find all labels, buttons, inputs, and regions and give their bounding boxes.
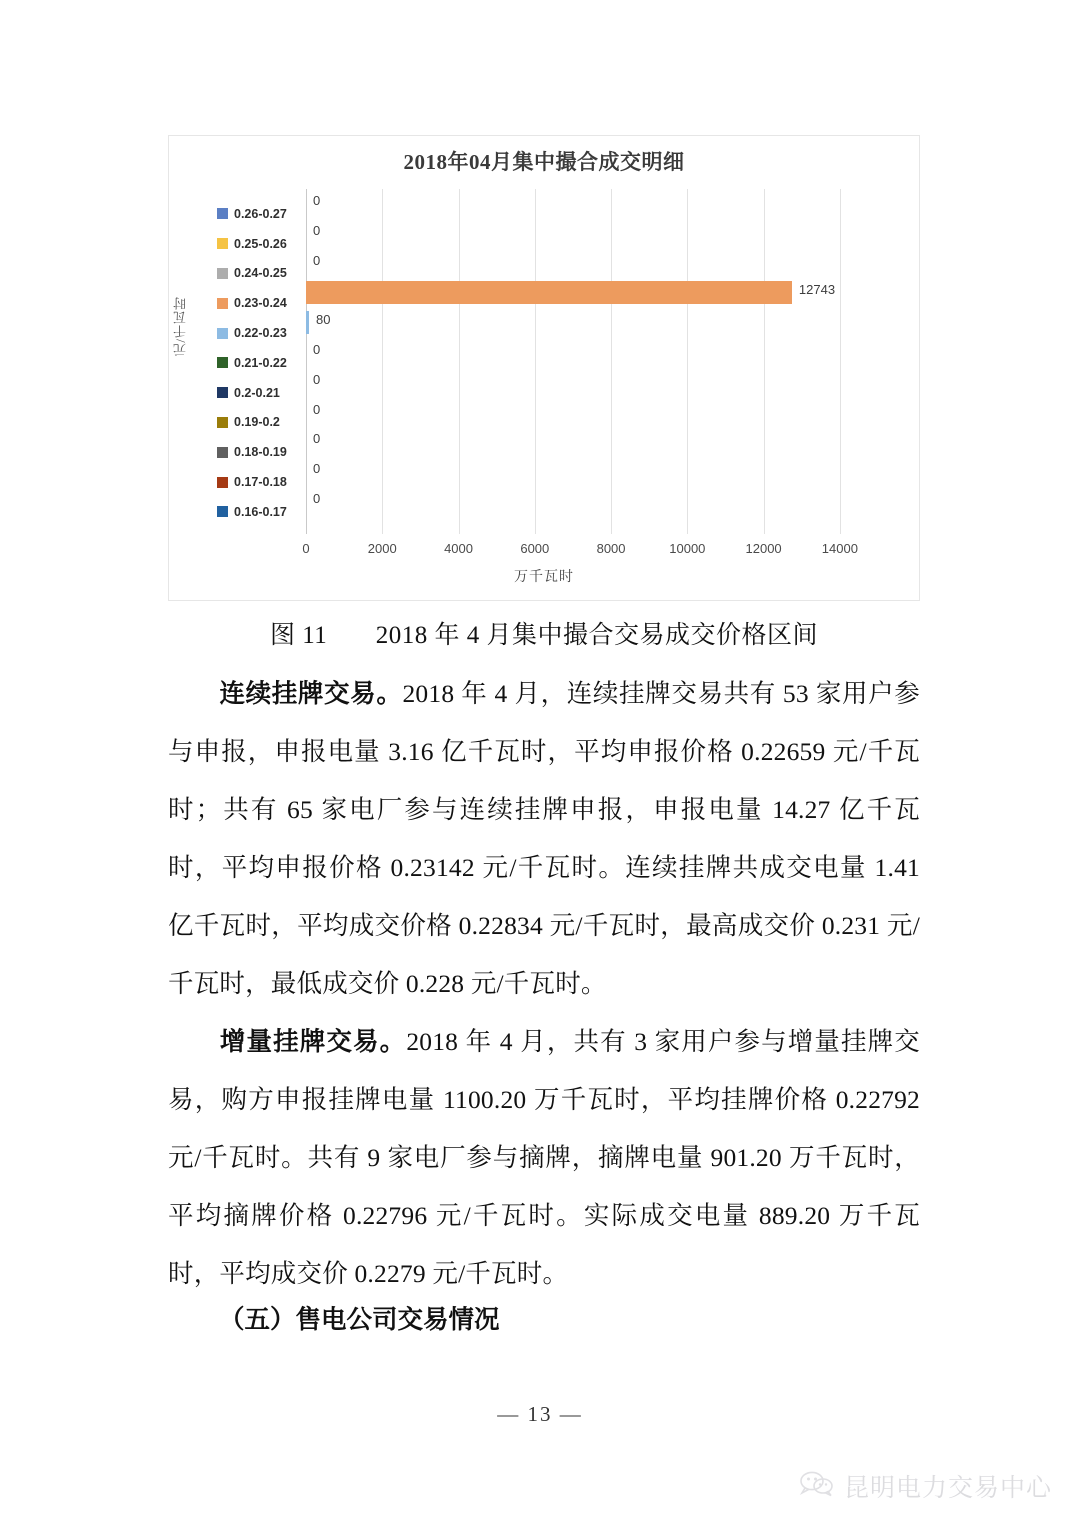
chart-bar-value-label: 0 [313, 341, 321, 357]
chart-plot-area [306, 189, 878, 534]
page-number: — 13 — [497, 1402, 583, 1426]
legend-swatch-icon [217, 208, 228, 219]
chart-x-tick-label: 12000 [745, 541, 782, 556]
watermark [799, 1468, 1052, 1504]
chart-bar-value-label: 0 [313, 252, 321, 268]
chart-bar-value-label: 80 [316, 312, 331, 328]
section-heading-text: （五）售电公司交易情况 [219, 1305, 500, 1334]
legend-swatch-icon [217, 477, 228, 488]
legend-item-label: 0.25-0.26 [234, 236, 287, 251]
chart-x-tick-label: 0 [302, 541, 310, 556]
chart-bar-row [306, 398, 878, 428]
chart-bar-row [306, 487, 878, 517]
legend-item [217, 378, 317, 408]
chart-bar-row [306, 278, 878, 308]
chart-bar-row [306, 427, 878, 457]
legend-item [217, 199, 317, 229]
chart-x-tick-label: 14000 [821, 541, 858, 556]
chart-bar [306, 311, 309, 334]
legend-swatch-icon [217, 506, 228, 517]
paragraph-incremental-listing [168, 1013, 920, 1303]
legend-item [217, 348, 317, 378]
legend-item-label: 0.2-0.21 [234, 385, 280, 400]
chart-bar-row [306, 249, 878, 279]
chart-bar-value-label: 0 [313, 193, 321, 208]
legend-item [217, 467, 317, 497]
legend-item-label: 0.19-0.2 [234, 415, 280, 430]
legend-item [217, 259, 317, 289]
legend-item-label: 0.17-0.18 [234, 475, 287, 490]
wechat-icon [799, 1471, 835, 1502]
paragraph-continuous-listing [168, 665, 920, 1013]
chart-bar-row [306, 368, 878, 398]
section-heading [168, 1300, 920, 1336]
chart-x-axis-label: 万千瓦时 [514, 570, 574, 585]
legend-swatch-icon [217, 298, 228, 309]
chart-bar-value-label: 0 [313, 401, 321, 417]
chart-bars [306, 189, 878, 534]
figure-caption [168, 615, 920, 651]
figure-caption-text: 2018 年 4 月集中撮合交易成交价格区间 [375, 622, 819, 649]
legend-swatch-icon [217, 447, 228, 458]
paragraph-lead-in: 增量挂牌交易。 [219, 1027, 407, 1056]
legend-item-label: 0.23-0.24 [234, 296, 287, 311]
chart-bar-row [306, 308, 878, 338]
legend-item [217, 318, 317, 348]
legend-swatch-icon [217, 357, 228, 368]
legend-item [217, 437, 317, 467]
legend-item [217, 408, 317, 438]
legend-item [217, 288, 317, 318]
chart-bar-value-label: 0 [313, 222, 321, 238]
legend-item-label: 0.18-0.19 [234, 445, 287, 460]
chart-x-tick-label: 10000 [669, 541, 706, 556]
legend-item [217, 229, 317, 259]
chart-title: 2018年04月集中撮合成交明细 [403, 150, 685, 174]
paragraph-body: 2018 年 4 月，共有 3 家用户参与增量挂牌交易，购方申报挂牌电量 1100.20 万千瓦时，平均挂牌价格 0.22792 元/千瓦时。共有 9 家电厂参与摘牌，摘牌电量 901.20 万千瓦时，平均摘牌价格 0.22796 元/千瓦时。实际成交电量 889.20 万千瓦时，平均成交价 0.2279 元/千瓦时。 [168, 1027, 920, 1288]
paragraph-lead-in: 连续挂牌交易。 [219, 679, 403, 708]
chart-figure [168, 135, 920, 601]
figure-caption-label: 图 11 [269, 622, 328, 649]
chart-x-tick-label: 4000 [444, 541, 473, 556]
paragraph-body: 2018 年 4 月，连续挂牌交易共有 53 家用户参与申报，申报电量 3.16 亿千瓦时，平均申报价格 0.22659 元/千瓦时；共有 65 家电厂参与连续挂牌申报，申报电量 14.27 亿千瓦时，平均申报价格 0.23142 元/千瓦时。连续挂牌共成交电量 1.41 亿千瓦时，平均成交价格 0.22834 元/千瓦时，最高成交价 0.231 元/千瓦时，最低成交价 0.228 元/千瓦时。 [168, 679, 920, 998]
chart-x-tick-label: 6000 [520, 541, 550, 556]
legend-swatch-icon [217, 387, 228, 398]
chart-bar-row [306, 219, 878, 249]
chart-x-tick-label: 8000 [596, 541, 626, 556]
legend-swatch-icon [217, 238, 228, 249]
legend-swatch-icon [217, 328, 228, 339]
legend-item-label: 0.22-0.23 [234, 326, 287, 341]
chart-bar-value-label: 0 [313, 431, 321, 447]
legend-item [217, 497, 317, 527]
chart-bar-value-label: 0 [313, 371, 321, 387]
legend-swatch-icon [217, 417, 228, 428]
chart-bar-row [306, 338, 878, 368]
legend-item-label: 0.21-0.22 [234, 355, 287, 370]
watermark-text: 昆明电力交易中心 [843, 1474, 1052, 1502]
legend-item-label: 0.24-0.25 [234, 266, 287, 281]
chart-bar [306, 281, 792, 304]
chart-x-tick-label: 2000 [367, 541, 397, 556]
chart-y-axis-label: 元/千瓦时 [173, 296, 188, 357]
legend-swatch-icon [217, 268, 228, 279]
chart-x-axis-ticks [302, 541, 878, 561]
chart-bar-value-label: 0 [313, 461, 321, 477]
legend-item-label: 0.26-0.27 [234, 206, 287, 221]
legend-item-label: 0.16-0.17 [234, 504, 287, 519]
chart-bar-value-label: 0 [313, 490, 321, 506]
chart-legend [217, 199, 317, 527]
chart-bar-row [306, 457, 878, 487]
chart-bar-row [306, 189, 878, 219]
chart-bar-value-label: 12743 [798, 282, 836, 298]
